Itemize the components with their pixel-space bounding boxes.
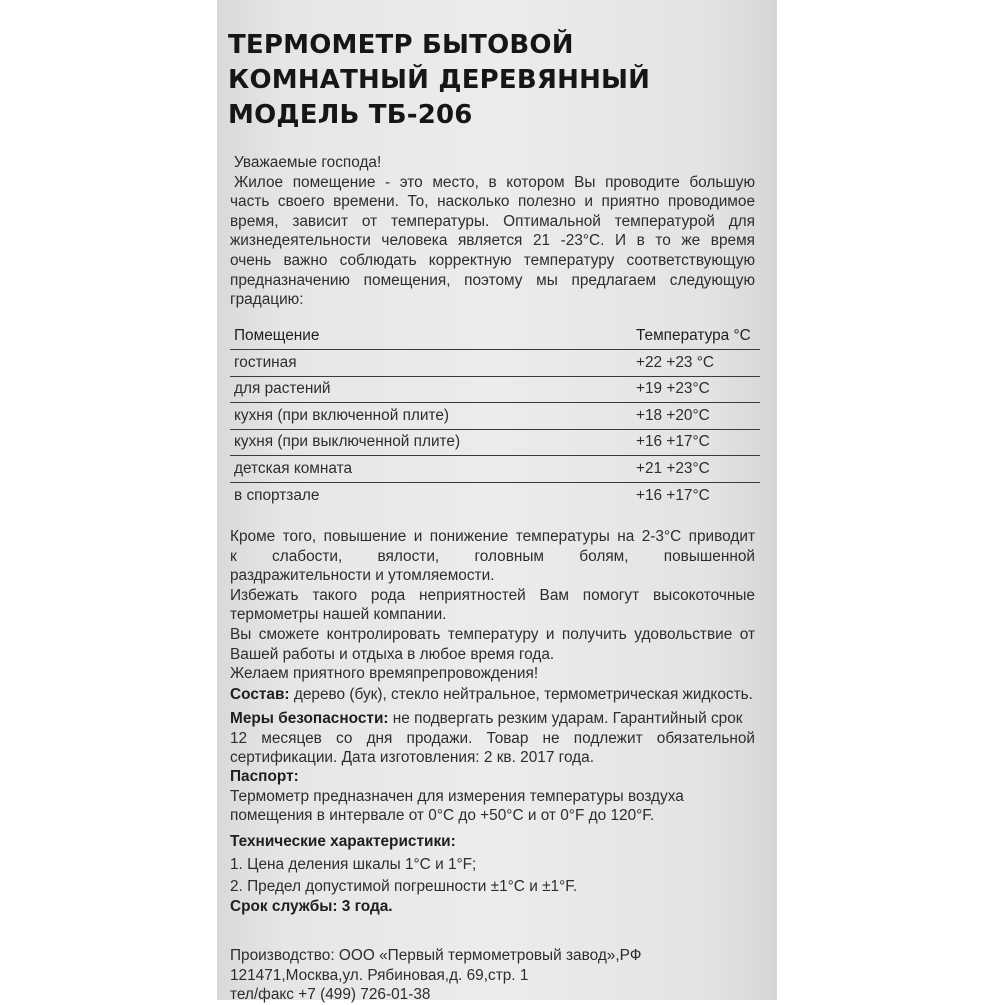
room-temperature: +16 +17°С [636, 487, 710, 504]
intro-line: предназначению помещения, поэтому мы предлагаем следующую [230, 271, 755, 289]
safety-text: не подвергать резким ударам. Гарантийный срок [388, 710, 743, 727]
temperature-table [230, 318, 760, 509]
table-row [230, 403, 760, 430]
room-name: детская комната [234, 459, 353, 477]
body-line: раздражительности и утомляемости. [230, 567, 495, 585]
intro-line: время, зависит от температуры. Оптимальной температурой для [230, 212, 755, 230]
safety-paragraph [230, 709, 755, 768]
intro-line: часть своего времени. То, насколько полезно и приятно проводимое [230, 193, 755, 211]
room-name: для растений [234, 380, 331, 397]
room-name: кухня (при включенной плите) [234, 406, 450, 424]
producer-address: 121471,Москва,ул. Рябиновая,д. 69,стр. 1 [230, 966, 529, 984]
specs-label: Технические характеристики: [230, 833, 456, 850]
room-temperature: +18 +20°С [636, 406, 710, 424]
intro-paragraph [230, 153, 755, 310]
passport-line: помещения в интервале от 0°С до +50°С и от 0°F до 120°F. [230, 807, 655, 825]
body-line: Желаем приятного времяпрепровождения! [230, 665, 539, 683]
room-temperature: +21 +23°С [636, 459, 710, 477]
title-line-1: ТЕРМОМЕТР БЫТОВОЙ [228, 30, 574, 60]
spec-item: 2. Предел допустимой погрешности ±1°С и ±1°F. [230, 878, 578, 896]
intro-line: очень важно соблюдать корректную температуру соответствующую [230, 251, 755, 269]
intro-line: Жилое помещение - это место, в котором Вы проводите большую [234, 173, 755, 191]
body-line: к слабости, вялости, головным болям, повышенной [230, 547, 755, 565]
composition-label: Состав: [230, 686, 290, 703]
body-line: Вы сможете контролировать температуру и получить удовольствие от [230, 625, 755, 643]
intro-line-last: градацию: [230, 291, 304, 309]
title-line-3: МОДЕЛЬ ТБ-206 [228, 100, 473, 130]
room-temperature: +16 +17°С [636, 433, 710, 450]
table-row [230, 377, 760, 404]
room-temperature: +19 +23°С [636, 380, 710, 397]
safety-line: сертификации. Дата изготовления: 2 кв. 2017 года. [230, 749, 594, 767]
body-line: Вашей работы и отдыха в любое время года. [230, 645, 555, 663]
intro-line: жизнедеятельности человека является 21 -23°C. И в то же время [230, 232, 755, 250]
greeting: Уважаемые господа! [234, 154, 382, 171]
specs-section [230, 832, 755, 897]
body-line: термометры нашей компании. [230, 606, 447, 624]
producer-phone: тел/факс +7 (499) 726-01-38 [230, 986, 431, 1004]
producer-info [230, 946, 755, 1005]
passport-line: Термометр предназначен для измерения температуры воздуха [230, 787, 684, 805]
room-name: в спортзале [234, 487, 320, 504]
producer-line: Производство: ООО «Первый термометровый завод»,РФ [230, 947, 642, 964]
header-temperature: Температура °С [636, 327, 751, 344]
room-name: кухня (при выключенной плите) [234, 433, 461, 450]
room-temperature: +22 +23 °С [636, 353, 715, 371]
table-row [230, 350, 760, 377]
composition-text: дерево (бук), стекло нейтральное, термометрическая жидкость. [289, 686, 753, 703]
table-row [230, 456, 760, 483]
spec-item: 1. Цена деления шкалы 1°С и 1°F; [230, 855, 477, 873]
title-line-2: КОМНАТНЫЙ ДЕРЕВЯННЫЙ [228, 65, 651, 95]
room-name: гостиная [234, 353, 297, 371]
passport-section [230, 767, 755, 826]
safety-line: 12 месяцев со дня продажи. Товар не подлежит обязательной [230, 729, 755, 747]
body-paragraph [230, 527, 755, 684]
table-row [230, 483, 760, 510]
composition-line [230, 685, 755, 705]
safety-label: Меры безопасности: [230, 710, 389, 727]
service-life: Срок службы: 3 года. [230, 898, 393, 915]
table-header [230, 318, 760, 350]
table-row [230, 430, 760, 457]
passport-label: Паспорт: [230, 768, 299, 785]
product-title [228, 28, 650, 133]
body-line: Избежать такого рода неприятностей Вам помогут высокоточные [230, 586, 755, 604]
body-line: Кроме того, повышение и понижение температуры на 2-3°С приводит [230, 528, 755, 545]
header-room: Помещение [234, 327, 320, 344]
